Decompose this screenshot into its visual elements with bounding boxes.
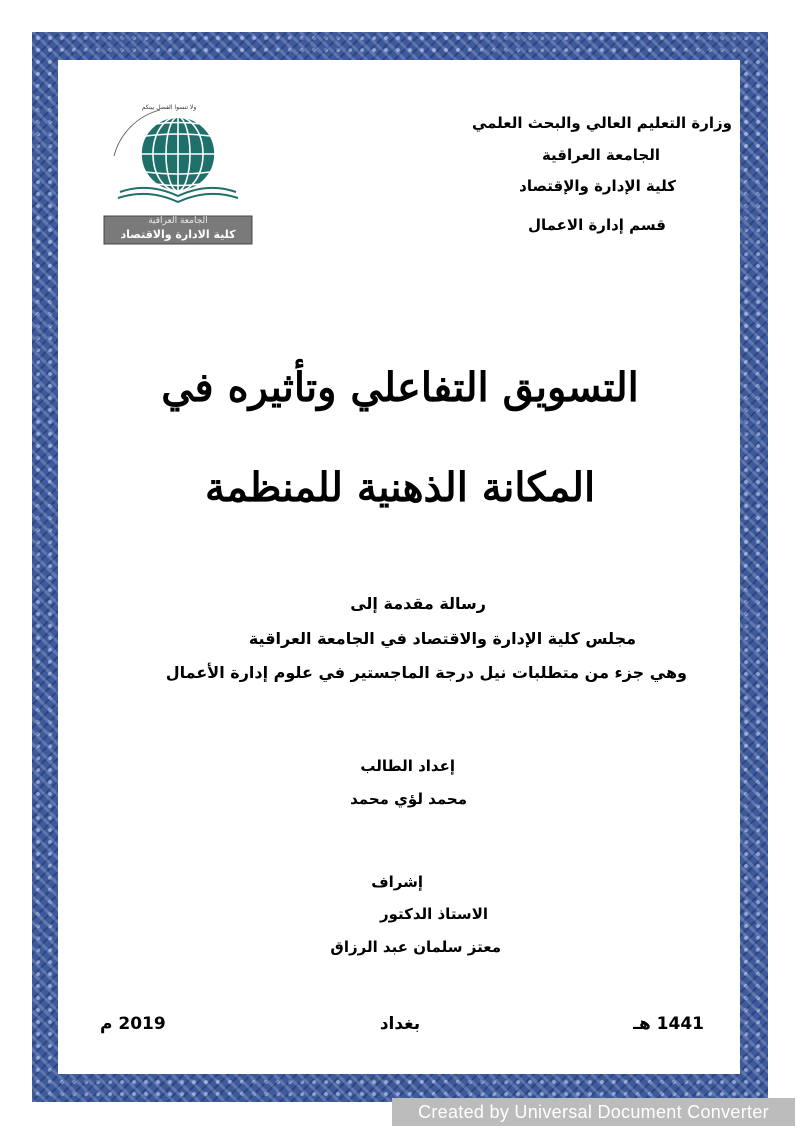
gregorian-year: 2019 م: [100, 1014, 166, 1034]
converter-watermark: Created by Universal Document Converter: [392, 1098, 795, 1126]
ministry-name: وزارة التعليم العالي والبحث العلمي: [471, 114, 732, 132]
logo-arc-text: ولا تنسوا الفضل بينكم: [141, 104, 197, 111]
university-name: الجامعة العراقية: [541, 146, 660, 164]
hijri-year: 1441 هـ: [633, 1014, 704, 1034]
submission-line1: رسالة مقدمة إلى: [350, 594, 486, 613]
logo-banner-line2: كلية الادارة والاقتصاد: [120, 228, 236, 241]
thesis-title-line2: المكانة الذهنية للمنظمة: [204, 464, 596, 511]
college-name: كلية الإدارة والإقتصاد: [519, 177, 676, 195]
submission-line3: وهي جزء من متطلبات نيل درجة الماجستير في علوم إدارة الأعمال: [165, 663, 687, 682]
supervisor-title: الاستاذ الدكتور: [379, 905, 488, 923]
college-logo: [100, 104, 256, 250]
department-name: قسم إدارة الاعمال: [527, 216, 666, 234]
place-name: بغداد: [379, 1014, 421, 1034]
thesis-title-line1: التسويق التفاعلي وتأثيره في: [161, 364, 639, 411]
student-name: محمد لؤي محمد: [350, 790, 467, 808]
supervision-label: إشراف: [371, 873, 423, 891]
globe-icon: [141, 117, 215, 191]
logo-banner-line1: الجامعة العراقية: [148, 216, 208, 226]
prepared-by-label: إعداد الطالب: [360, 757, 455, 775]
submission-line2: مجلس كلية الإدارة والاقتصاد في الجامعة العراقية: [248, 629, 636, 648]
supervisor-name: معتز سلمان عبد الرزاق: [330, 938, 501, 956]
